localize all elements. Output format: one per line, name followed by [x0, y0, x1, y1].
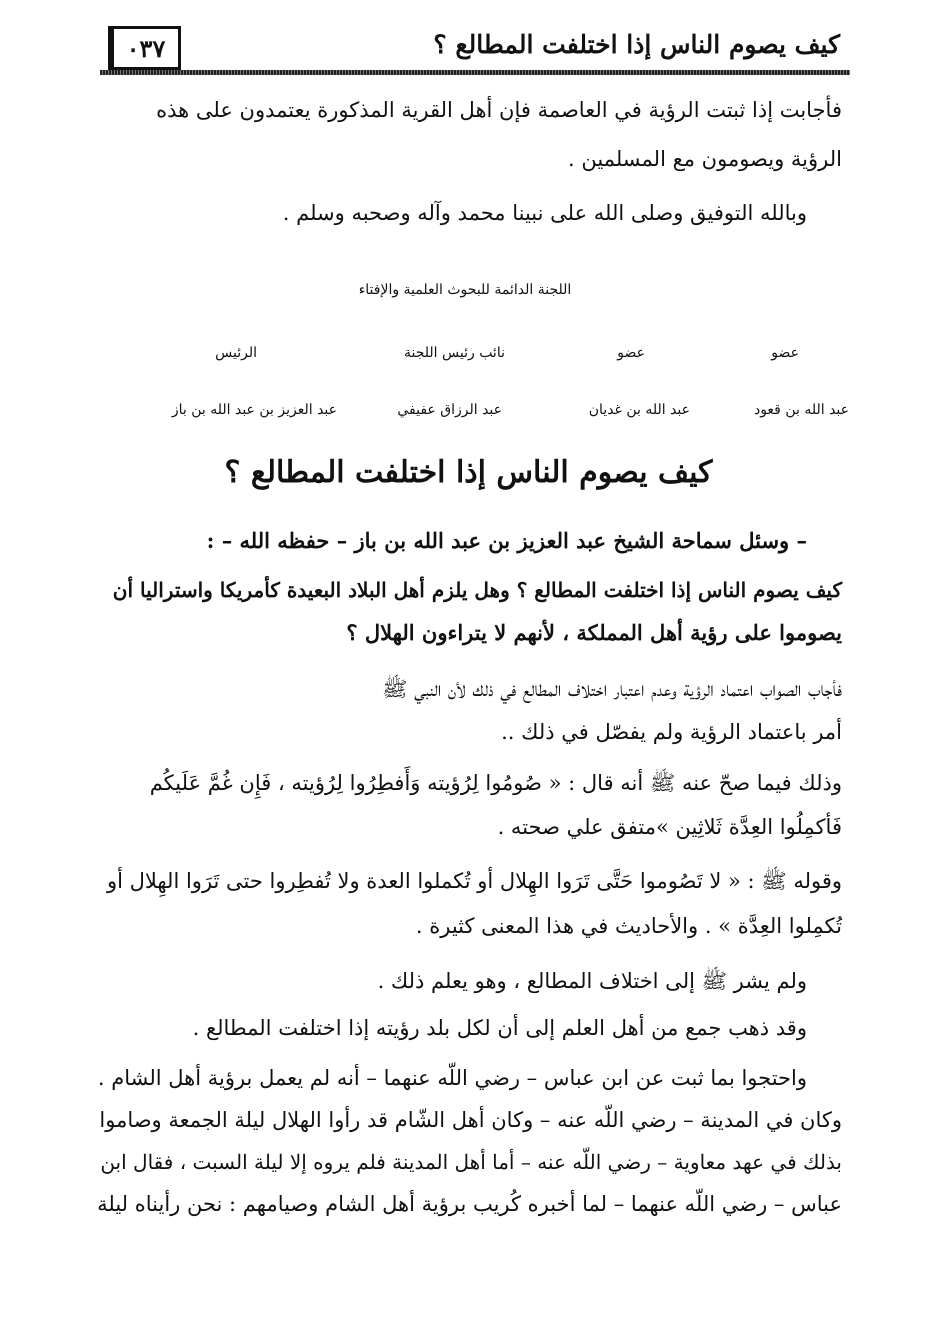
- signatory-name-1: عبد الله بن قعود: [753, 402, 849, 418]
- header-rule: [100, 70, 850, 75]
- answer-para-1-line-2: أمر باعتماد الرؤية ولم يفصّل في ذلك ..: [501, 720, 842, 744]
- signatory-name-2: عبد الله بن غديان: [588, 402, 690, 418]
- signatory-title-4: الرئيس: [215, 345, 257, 361]
- page-header: [100, 22, 850, 74]
- question-intro: – وسئل سماحة الشيخ عبد العزيز بن عبد الله بن باز – حفظه الله – :: [206, 528, 807, 553]
- question-line-2: يصوموا على رؤية أهل المملكة ، لأنهم لا يتراءون الهلال ؟: [346, 620, 842, 645]
- signatory-title-2: عضو: [617, 345, 645, 361]
- answer-para-6-line-3: بذلك في عهد معاوية – رضي اللّه عنه – أما أهل المدينة فلم يروه إلا ليلة السبت ، فقال ابن: [100, 1150, 842, 1174]
- answer-para-6-line-4: عباس – رضي اللّه عنهما – لما أخبره كُريب برؤية أهل الشام وصيامهم : نحن رأيناه ليلة: [97, 1192, 842, 1216]
- answer-para-6-line-2: وكان في المدينة – رضي اللّه عنه – وكان أهل الشّام قد رأوا الهلال ليلة الجمعة وصاموا: [99, 1108, 842, 1132]
- section-title: كيف يصوم الناس إذا اختلفت المطالع ؟: [224, 455, 713, 490]
- answer-line-1: فأجابت إذا ثبتت الرؤية في العاصمة فإن أهل القرية المذكورة يعتمدون على هذه: [156, 98, 842, 122]
- signatory-title-3: نائب رئيس اللجنة: [404, 345, 505, 361]
- running-title: كيف يصوم الناس إذا اختلفت المطالع ؟: [433, 30, 840, 59]
- answer-para-4: ولم يشر ﷺ إلى اختلاف المطالع ، وهو يعلم ذلك .: [377, 969, 807, 993]
- committee-name: اللجنة الدائمة للبحوث العلمية والإفتاء: [358, 282, 572, 298]
- page-number: ٠٣٧: [108, 26, 181, 70]
- answer-para-5: وقد ذهب جمع من أهل العلم إلى أن لكل بلد رؤيته إذا اختلفت المطالع .: [192, 1016, 807, 1040]
- answer-para-2-line-1: وذلك فيما صحّ عنه ﷺ أنه قال : « صُومُوا لِرُؤيته وَأَفطِرُوا لِرُؤيته ، فَإِن غُمَّ عَلَيكُم: [149, 771, 842, 795]
- answer-para-3-line-2: تُكمِلوا العِدَّة » . والأحاديث في هذا المعنى كثيرة .: [415, 914, 842, 938]
- question-line-1: كيف يصوم الناس إذا اختلفت المطالع ؟ وهل يلزم أهل البلاد البعيدة كأمريكا واستراليا أن: [112, 578, 842, 602]
- answer-para-3-line-1: وقوله ﷺ : « لا تَصُوموا حَتَّى تَرَوا الهِلال أو تُكملوا العدة ولا تُفطِروا حتى تَرَوا الهِلال أو: [106, 869, 842, 893]
- signatory-name-4: عبد العزيز بن عبد الله بن باز: [171, 402, 337, 418]
- answer-para-6-line-1: واحتجوا بما ثبت عن ابن عباس – رضي اللّه عنهما – أنه لم يعمل برؤية أهل الشام .: [97, 1066, 807, 1090]
- answer-para-2-line-2: فَأكمِلُوا العِدَّة ثَلاثِين »متفق علي صحته .: [497, 815, 842, 839]
- answer-line-2: الرؤية ويصومون مع المسلمين .: [568, 147, 842, 171]
- signatory-title-1: عضو: [771, 345, 799, 361]
- answer-para-1-line-1: فأجاب الصواب اعتماد الرؤية وعدم اعتبار اختلاف المطالع في ذلك لأن النبي ﷺ: [382, 677, 842, 701]
- closing-line: وبالله التوفيق وصلى الله على نبينا محمد وآله وصحبه وسلم .: [282, 201, 807, 225]
- signatory-name-3: عبد الرزاق عفيفي: [397, 402, 502, 418]
